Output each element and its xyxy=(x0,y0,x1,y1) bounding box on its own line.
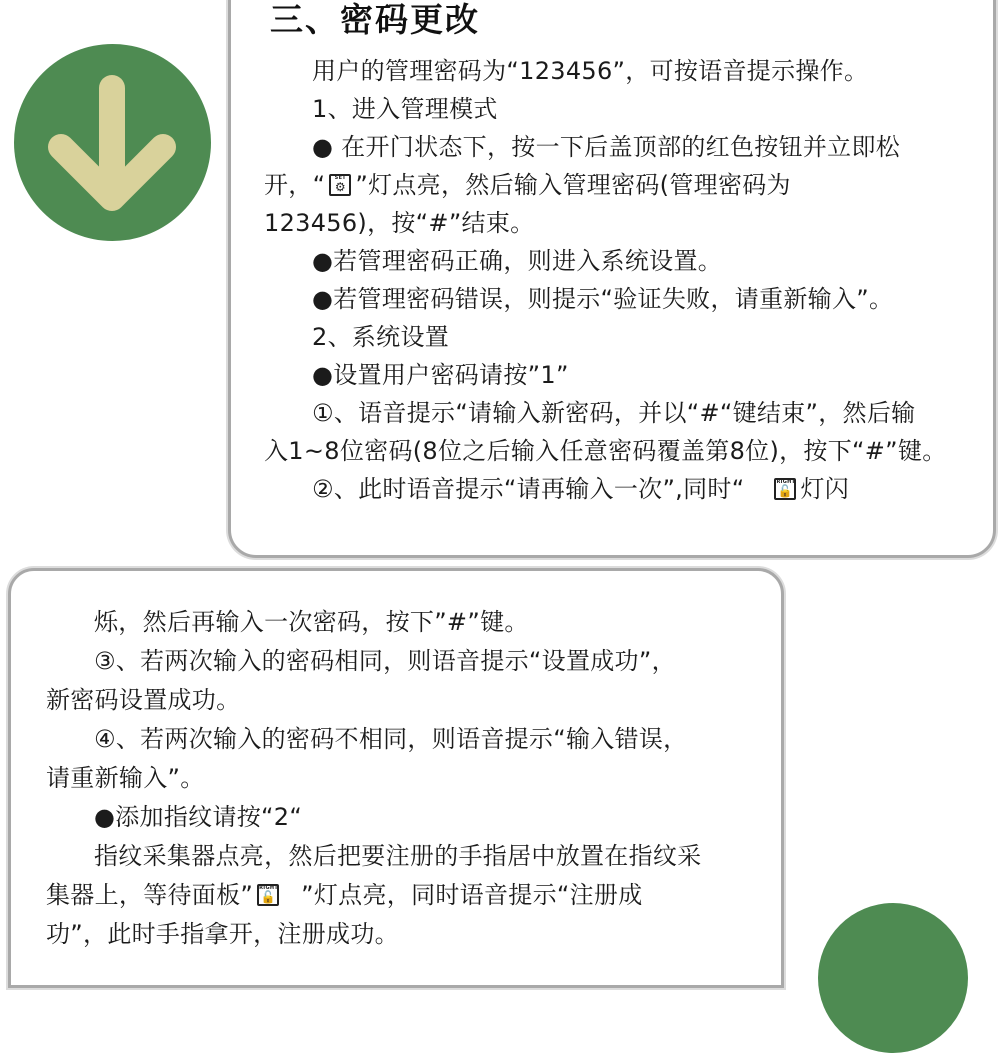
corner-badge xyxy=(818,903,968,1053)
text-line: ①、语音提示“请输入新密码，并以“#“键结束”，然后输 xyxy=(312,399,916,427)
text-line: 功”，此时手指拿开，注册成功。 xyxy=(46,920,399,948)
text-line: 入1~8位密码(8位之后输入任意密码覆盖第8位)，按下“#”键。 xyxy=(264,437,947,465)
text-line: 烁，然后再输入一次密码，按下”#”键。 xyxy=(94,608,529,636)
text-line: 123456)，按“#”结束。 xyxy=(264,209,535,237)
text-line: 1、进入管理模式 xyxy=(312,95,498,123)
text-line: ●设置用户密码请按”1” xyxy=(312,361,569,389)
right-unlock-key-icon: RIGHT 🔓 xyxy=(776,479,796,498)
text-line: 2、系统设置 xyxy=(312,323,450,351)
text-segment: ”灯点亮，同时语音提示“注册成 xyxy=(301,881,643,909)
text-line: 请重新输入”。 xyxy=(46,764,205,792)
text-line xyxy=(264,170,791,200)
text-line: ③、若两次输入的密码相同，则语音提示“设置成功”， xyxy=(94,647,676,675)
text-line: ④、若两次输入的密码不相同，则语音提示“输入错误， xyxy=(94,725,688,753)
text-line: 新密码设置成功。 xyxy=(46,686,241,714)
text-line xyxy=(46,880,643,910)
text-line: ●若管理密码错误，则提示“验证失败，请重新输入”。 xyxy=(312,285,894,313)
down-arrow-icon xyxy=(14,44,211,241)
text-line xyxy=(312,474,849,504)
right-key-label: RIGHT xyxy=(776,479,796,485)
section-title: 三、密码更改 xyxy=(270,0,480,39)
text-line: 用户的管理密码为“123456”，可按语音提示操作。 xyxy=(312,57,869,85)
set-key-label: SET xyxy=(334,175,346,181)
right-key-label: RIGHT xyxy=(259,885,279,891)
down-arrow-badge xyxy=(14,44,211,241)
text-segment: ”灯点亮，然后输入管理密码(管理密码为 xyxy=(355,171,791,199)
text-segment: 灯闪 xyxy=(800,475,850,503)
text-line: ●添加指纹请按“2“ xyxy=(94,803,303,831)
text-line: ● 在开门状态下，按一下后盖顶部的红色按钮并立即松 xyxy=(312,133,901,161)
right-unlock-key-icon: RIGHT 🔓 xyxy=(259,885,279,904)
text-segment: 集器上，等待面板” xyxy=(46,881,254,909)
text-segment: ②、此时语音提示“请再输入一次”,同时“ xyxy=(312,475,745,503)
text-line: 指纹采集器点亮，然后把要注册的手指居中放置在指纹采 xyxy=(94,842,702,870)
text-line: ●若管理密码正确，则进入系统设置。 xyxy=(312,247,723,275)
set-gear-key-icon: SET ⚙ xyxy=(329,174,351,196)
text-segment: 开，“ xyxy=(264,171,326,199)
